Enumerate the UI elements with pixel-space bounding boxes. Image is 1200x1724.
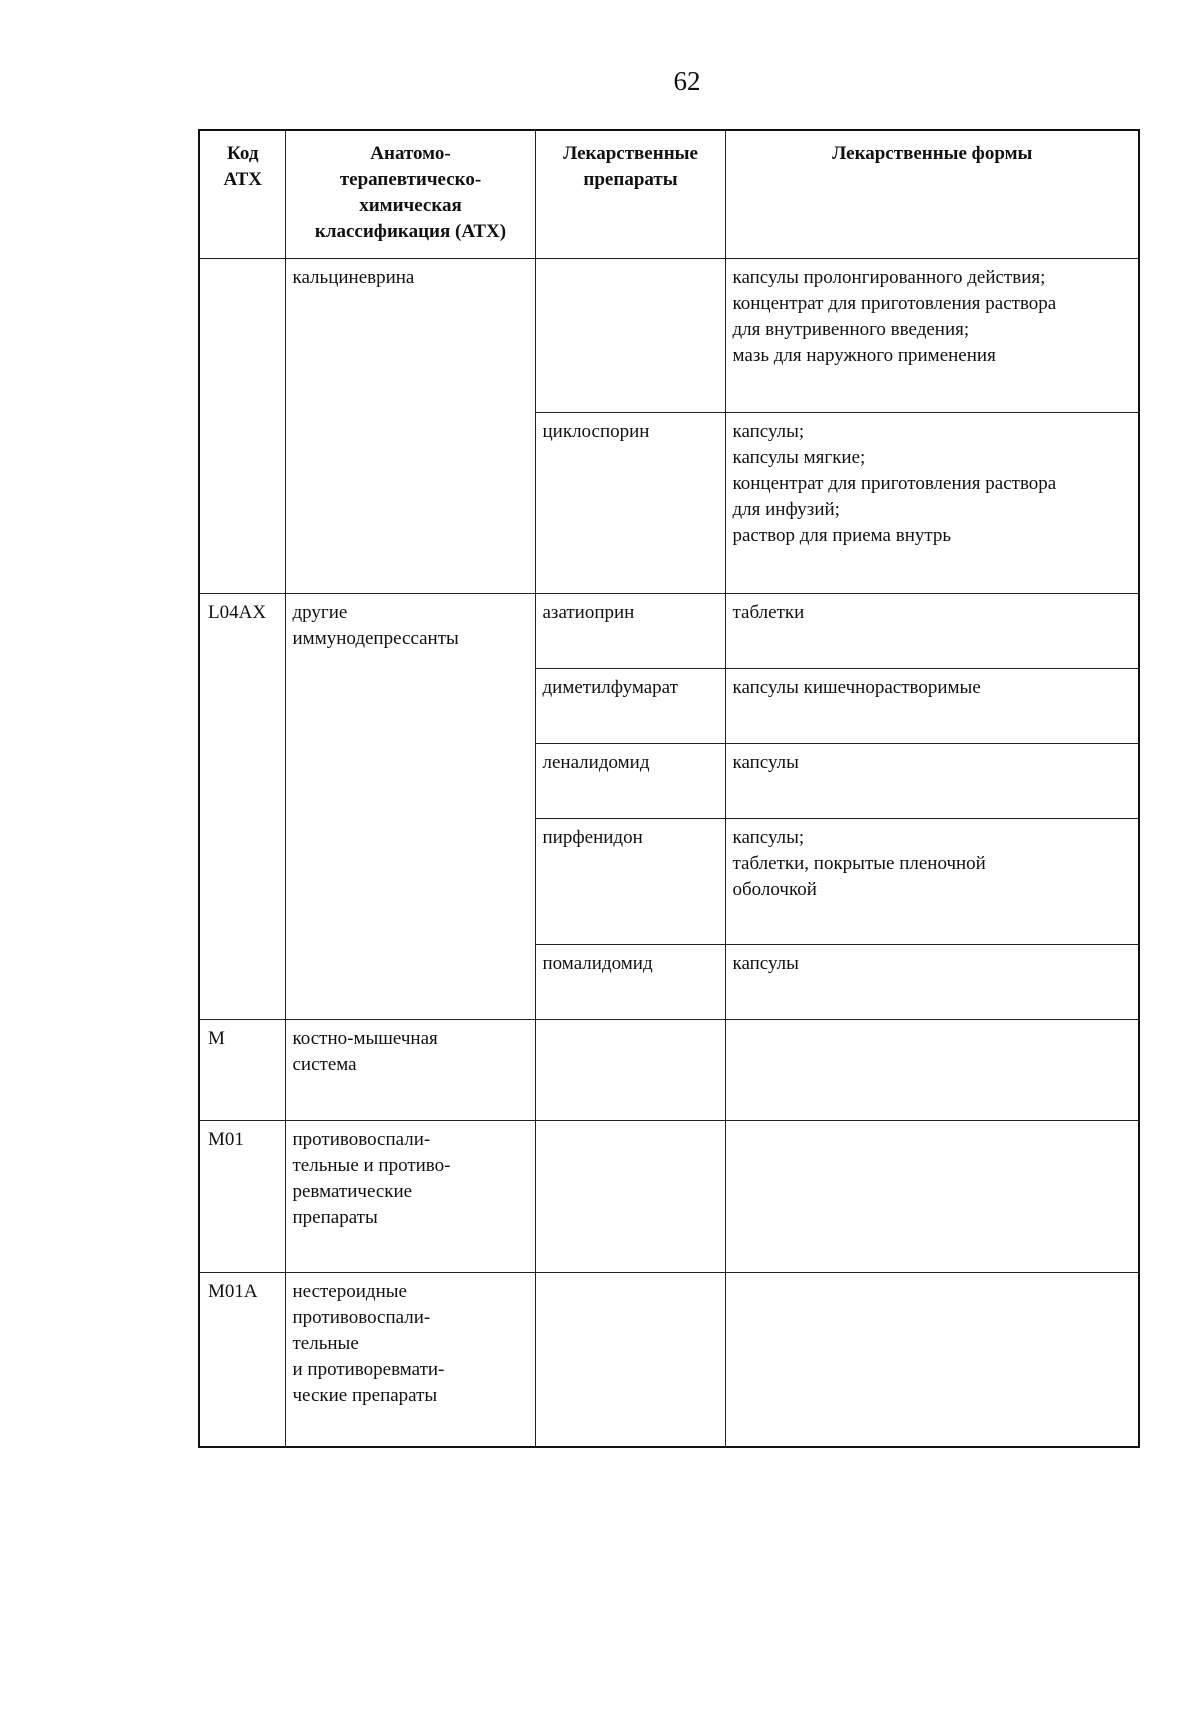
- drug-cell-empty: [535, 258, 725, 412]
- table-row: [199, 1272, 1139, 1447]
- forms-cell: капсулы кишечнорастворимые: [725, 668, 1139, 743]
- table-row: [199, 593, 1139, 668]
- forms-cell-empty: [725, 1272, 1139, 1447]
- code-cell: M: [199, 1019, 285, 1120]
- classification-cell: костно-мышечная система: [285, 1019, 535, 1120]
- forms-cell: капсулы: [725, 743, 1139, 818]
- drug-cell-empty: [535, 1120, 725, 1272]
- code-cell: L04AX: [199, 593, 285, 1019]
- table-row: [199, 1019, 1139, 1120]
- code-cell: M01A: [199, 1272, 285, 1447]
- forms-cell: капсулы пролонгированного действия; концентрат для приготовления раствора для внутривенного введения; мазь для наружного применения: [725, 258, 1139, 412]
- drug-cell: диметилфумарат: [535, 668, 725, 743]
- classification-cell: противовоспали- тельные и противо- ревматические препараты: [285, 1120, 535, 1272]
- header-classification: Анатомо- терапевтическо- химическая классификация (АТХ): [285, 130, 535, 258]
- table-row: [199, 1120, 1139, 1272]
- drug-cell: леналидомид: [535, 743, 725, 818]
- forms-cell-empty: [725, 1019, 1139, 1120]
- header-drugs: Лекарственные препараты: [535, 130, 725, 258]
- code-cell: M01: [199, 1120, 285, 1272]
- forms-cell: капсулы; таблетки, покрытые пленочной оболочкой: [725, 818, 1139, 944]
- drug-cell: циклоспорин: [535, 412, 725, 593]
- drug-cell: помалидомид: [535, 944, 725, 1019]
- forms-cell-empty: [725, 1120, 1139, 1272]
- classification-cell: кальциневрина: [285, 258, 535, 593]
- classification-cell: нестероидные противовоспали- тельные и противоревмати- ческие препараты: [285, 1272, 535, 1447]
- atc-drug-table: [198, 129, 1140, 1448]
- forms-cell: капсулы: [725, 944, 1139, 1019]
- forms-cell: таблетки: [725, 593, 1139, 668]
- drug-cell-empty: [535, 1272, 725, 1447]
- forms-cell: капсулы; капсулы мягкие; концентрат для приготовления раствора для инфузий; раствор для приема внутрь: [725, 412, 1139, 593]
- header-code: Код АТХ: [199, 130, 285, 258]
- table-row: [199, 258, 1139, 412]
- drug-cell: азатиоприн: [535, 593, 725, 668]
- table-header-row: [199, 130, 1139, 258]
- drug-cell-empty: [535, 1019, 725, 1120]
- classification-cell: другие иммунодепрессанты: [285, 593, 535, 1019]
- page-number: 62: [673, 66, 701, 96]
- header-forms: Лекарственные формы: [725, 130, 1139, 258]
- code-cell-empty: [199, 258, 285, 593]
- drug-cell: пирфенидон: [535, 818, 725, 944]
